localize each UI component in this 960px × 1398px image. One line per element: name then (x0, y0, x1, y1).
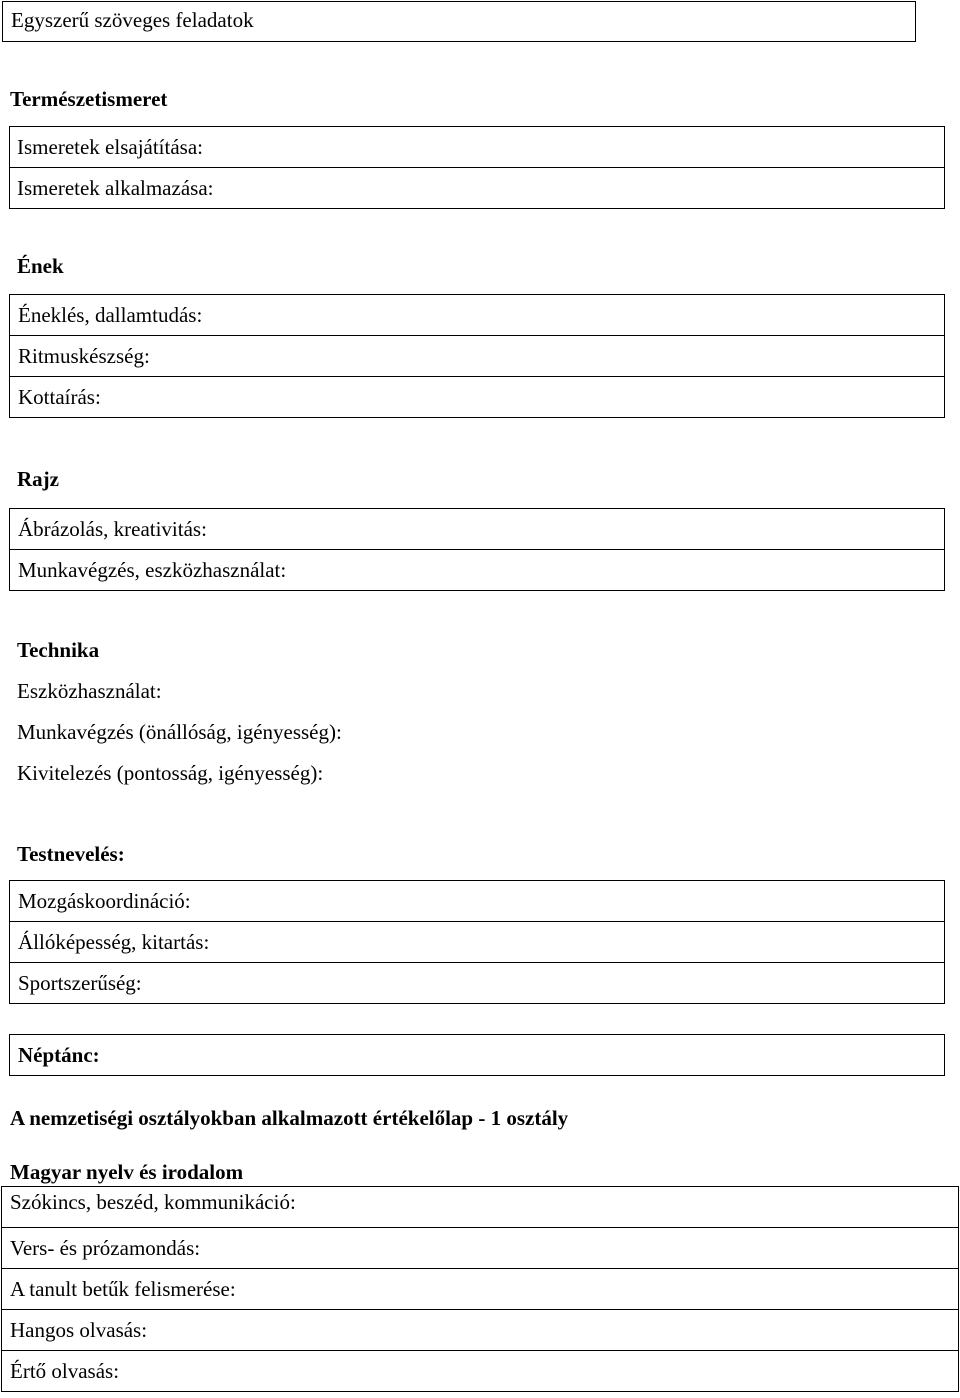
table-row (10, 881, 945, 922)
table-cell: Sportszerűség: (10, 963, 945, 1004)
table-cell: Ismeretek elsajátítása: (10, 127, 945, 168)
table-row (2, 1351, 959, 1392)
table-row (10, 509, 945, 550)
table-cell: Ritmuskészség: (10, 336, 945, 377)
technika-item: Munkavégzés (önállóság, igényesség): (17, 720, 342, 744)
neptanc-table (9, 1034, 945, 1076)
table-cell: Kottaírás: (10, 377, 945, 418)
technika-item: Kivitelezés (pontosság, igényesség): (17, 761, 324, 785)
table-cell: Szókincs, beszéd, kommunikáció: (2, 1187, 959, 1228)
table-row (10, 295, 945, 336)
termeszetismeret-table (9, 126, 945, 209)
table-cell: Állóképesség, kitartás: (10, 922, 945, 963)
table-cell: Értő olvasás: (2, 1351, 959, 1392)
table-row (10, 963, 945, 1004)
magyar-table (1, 1186, 959, 1392)
table-cell: Mozgáskoordináció: (10, 881, 945, 922)
section-heading: A nemzetiségi osztályokban alkalmazott értékelőlap - 1 osztály (10, 1106, 569, 1130)
table-row (10, 127, 945, 168)
technika-item: Eszközhasználat: (17, 679, 162, 703)
table-row (2, 1269, 959, 1310)
table-row (2, 1187, 959, 1228)
rajz-table (9, 508, 945, 591)
neptanc-title: Néptánc: (10, 1035, 945, 1076)
table-cell: Éneklés, dallamtudás: (10, 295, 945, 336)
termeszetismeret-title: Természetismeret (10, 87, 168, 111)
technika-title: Technika (17, 638, 100, 662)
table-cell: Munkavégzés, eszközhasználat: (10, 550, 945, 591)
rajz-title: Rajz (17, 467, 59, 491)
magyar-title: Magyar nyelv és irodalom (10, 1160, 244, 1184)
table-row (10, 550, 945, 591)
table-cell: Vers- és prózamondás: (2, 1228, 959, 1269)
table-row (10, 1035, 945, 1076)
table-cell: Ismeretek alkalmazása: (10, 168, 945, 209)
testneveles-table (9, 880, 945, 1004)
table-row (10, 922, 945, 963)
table-row (10, 336, 945, 377)
table-row (2, 1310, 959, 1351)
testneveles-title: Testnevelés: (17, 842, 125, 866)
enek-table (9, 294, 945, 418)
table-row (10, 377, 945, 418)
table-row (10, 168, 945, 209)
top-title-box (2, 1, 916, 42)
table-cell: A tanult betűk felismerése: (2, 1269, 959, 1310)
table-cell: Hangos olvasás: (2, 1310, 959, 1351)
top-title-text: Egyszerű szöveges feladatok (11, 8, 254, 32)
enek-title: Ének (17, 254, 64, 278)
table-cell: Ábrázolás, kreativitás: (10, 509, 945, 550)
table-row (2, 1228, 959, 1269)
